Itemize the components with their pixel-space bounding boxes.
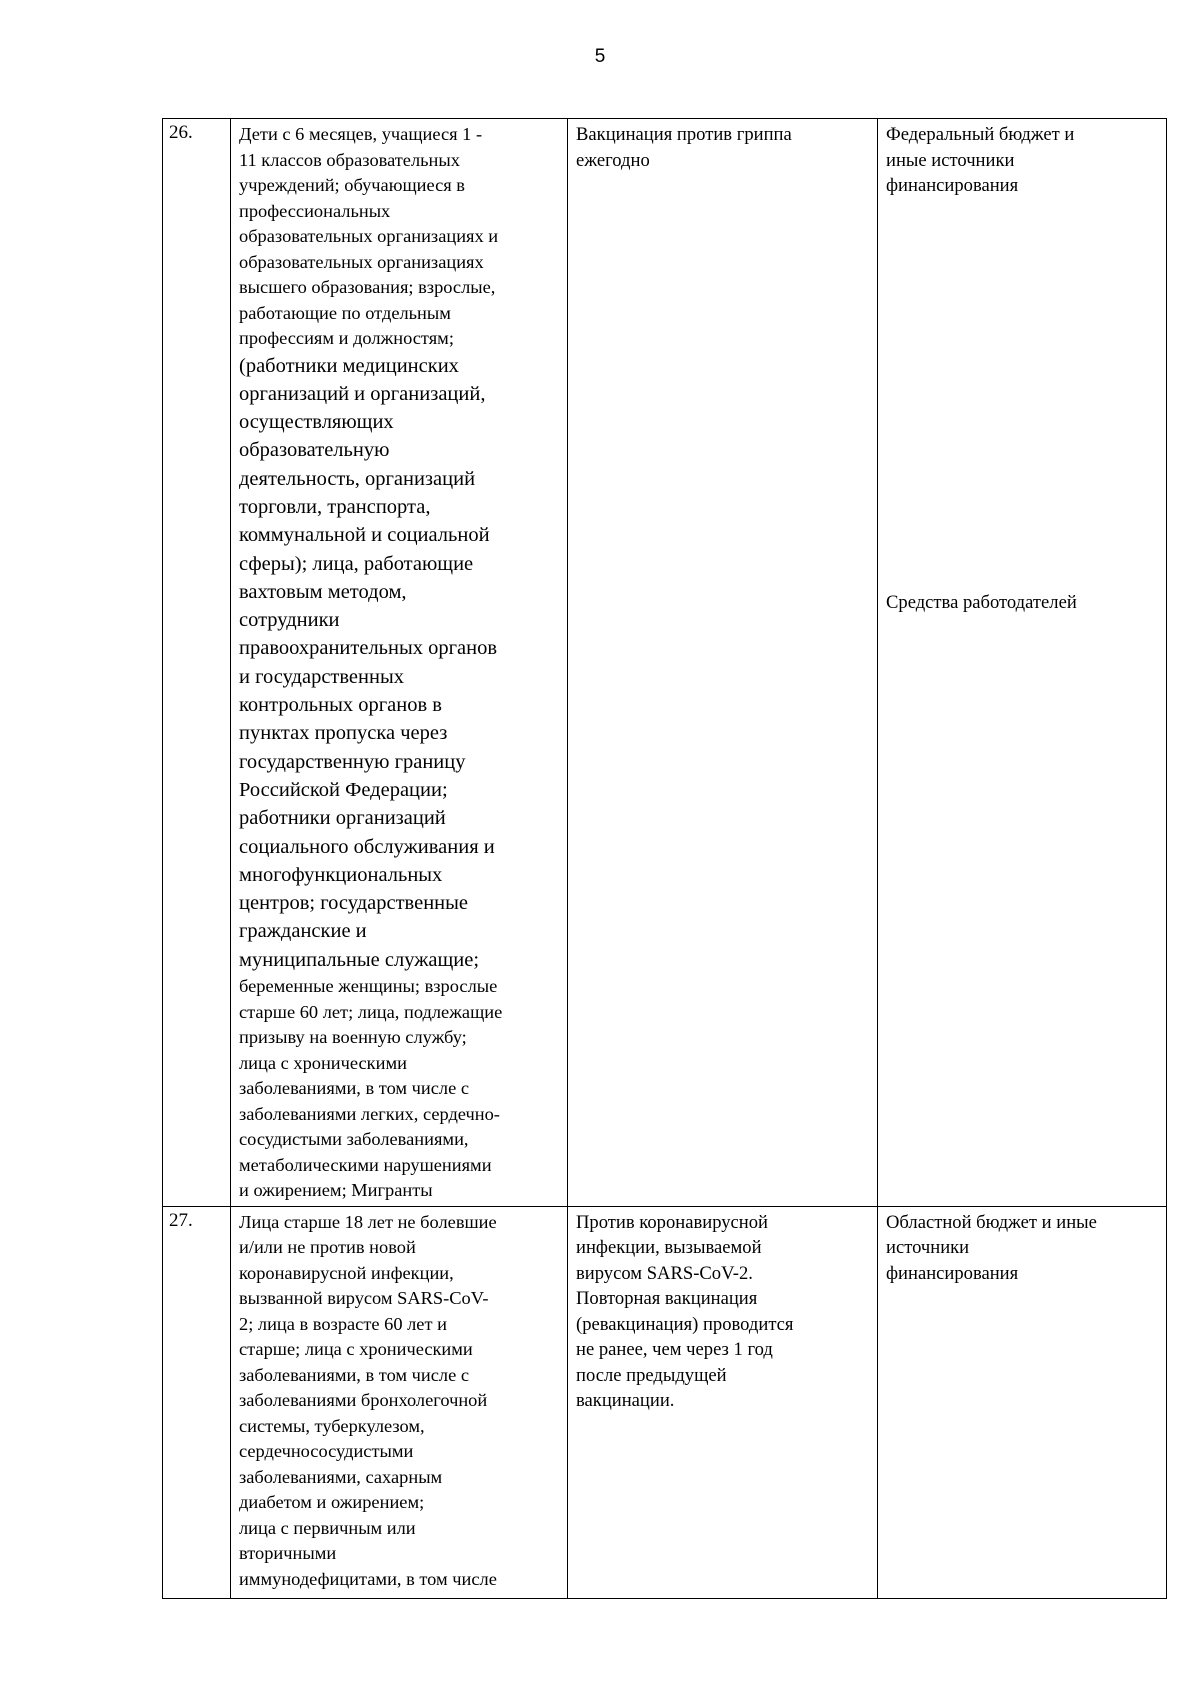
category-line: сосудистыми заболеваниями, [239,1129,469,1150]
category-line: вторичными [239,1543,337,1564]
vaccination-line: не ранее, чем через 1 год [576,1339,773,1361]
category-line: заболеваниями бронхолегочной [239,1390,488,1411]
category-line: центров; государственные [239,892,469,915]
vaccination-table [162,118,1167,1599]
category-line: торговли, транспорта, [239,495,431,518]
category-line: образовательную [239,439,390,462]
table-row [163,1206,1167,1598]
category-line: заболеваниями, в том числе с [239,1078,470,1099]
funding-cell [878,119,1167,1207]
category-line: вахтовым методом, [239,580,407,603]
page-number: 5 [594,46,606,67]
table-row [163,119,1167,1207]
vaccination-line: (ревакцинация) проводится [576,1313,794,1335]
category-line: образовательных организациях и [239,226,499,246]
category-line: 2; лица в возрасте 60 лет и [239,1313,447,1334]
funding-line: Федеральный бюджет и [886,124,1075,145]
category-line: 11 классов образовательных [239,149,460,170]
category-line: пунктах пропуска через [239,722,448,745]
category-line: беременные женщины; взрослые [239,976,498,997]
category-line: государственную границу [239,750,466,773]
vaccination-line: Вакцинация против гриппа [576,124,792,145]
employer-funding: Средства работодателей [886,591,1077,613]
vaccination-line: вакцинации. [576,1390,675,1412]
category-line: муниципальные служащие; [239,948,480,971]
category-line: сферы); лица, работающие [239,552,474,575]
funding-line: финансирования [886,175,1019,196]
vaccination-line: вирусом SARS-CoV-2. [576,1262,753,1284]
category-cell [231,119,568,1207]
category-line: профессиям и должностям; [239,328,454,348]
category-line: сердечнососудистыми [239,1441,414,1462]
category-line: старше 60 лет; лица, подлежащие [239,1001,503,1022]
vaccination-line: после предыдущей [576,1364,727,1386]
row-number: 27. [163,1206,231,1598]
category-line: и государственных [239,665,405,688]
category-cell [231,1206,568,1598]
category-line: контрольных органов в [239,694,442,717]
category-line: высшего образования; взрослые, [239,277,496,297]
category-line: и ожирением; Мигранты [239,1180,433,1201]
category-line: вызванной вирусом SARS-CoV- [239,1288,489,1309]
category-line: лица с первичным или [239,1517,416,1538]
category-line: правоохранительных органов [239,637,498,660]
category-line: учреждений; обучающиеся в [239,175,465,195]
category-line: многофункциональных [239,863,443,886]
category-line: социального обслуживания и [239,835,495,858]
category-line: старше; лица с хроническими [239,1339,473,1360]
category-line: иммунодефицитами, в том числе [239,1568,497,1589]
category-line: метаболическими нарушениями [239,1154,492,1175]
category-line: системы, туберкулезом, [239,1415,425,1436]
category-line: сотрудники [239,609,340,632]
category-line: Лица старше 18 лет не болевшие [239,1211,497,1232]
category-line: лица с хроническими [239,1052,407,1073]
vaccination-line: инфекции, вызываемой [576,1237,762,1259]
category-line: и/или не против новой [239,1237,416,1258]
funding-line: источники [886,1237,970,1259]
category-line: гражданские и [239,920,367,943]
category-line: заболеваниями, в том числе с [239,1364,470,1385]
vaccination-cell [568,119,878,1207]
funding-line: Областной бюджет и иные [886,1211,1097,1233]
category-line: Российской Федерации; [239,778,448,801]
category-line: работающие по отдельным [239,302,451,323]
category-line: осуществляющих [239,411,394,434]
category-line: диабетом и ожирением; [239,1492,425,1513]
vaccination-line: Повторная вакцинация [576,1288,758,1310]
category-line: призыву на военную службу; [239,1027,467,1048]
category-line: коронавирусной инфекции, [239,1262,454,1283]
category-line: коммунальной и социальной [239,524,490,547]
category-line: (работники медицинских [239,354,459,377]
category-line: организаций и организаций, [239,382,486,405]
funding-line: иные источники [886,149,1015,171]
category-line: работники организаций [239,807,446,830]
category-line: профессиональных [239,200,391,221]
category-line: деятельность, организаций [239,467,476,490]
vaccination-line: Против коронавирусной [576,1211,768,1233]
category-line: заболеваниями легких, сердечно- [239,1103,500,1124]
category-line: заболеваниями, сахарным [239,1466,443,1487]
funding-cell [878,1206,1167,1598]
funding-spacer [886,199,1158,590]
row-number: 26. [163,119,231,1207]
vaccination-line: ежегодно [576,149,650,171]
funding-line: финансирования [886,1262,1019,1284]
category-line: Дети с 6 месяцев, учащиеся 1 - [239,124,483,144]
category-line: образовательных организациях [239,251,484,272]
vaccination-cell [568,1206,878,1598]
